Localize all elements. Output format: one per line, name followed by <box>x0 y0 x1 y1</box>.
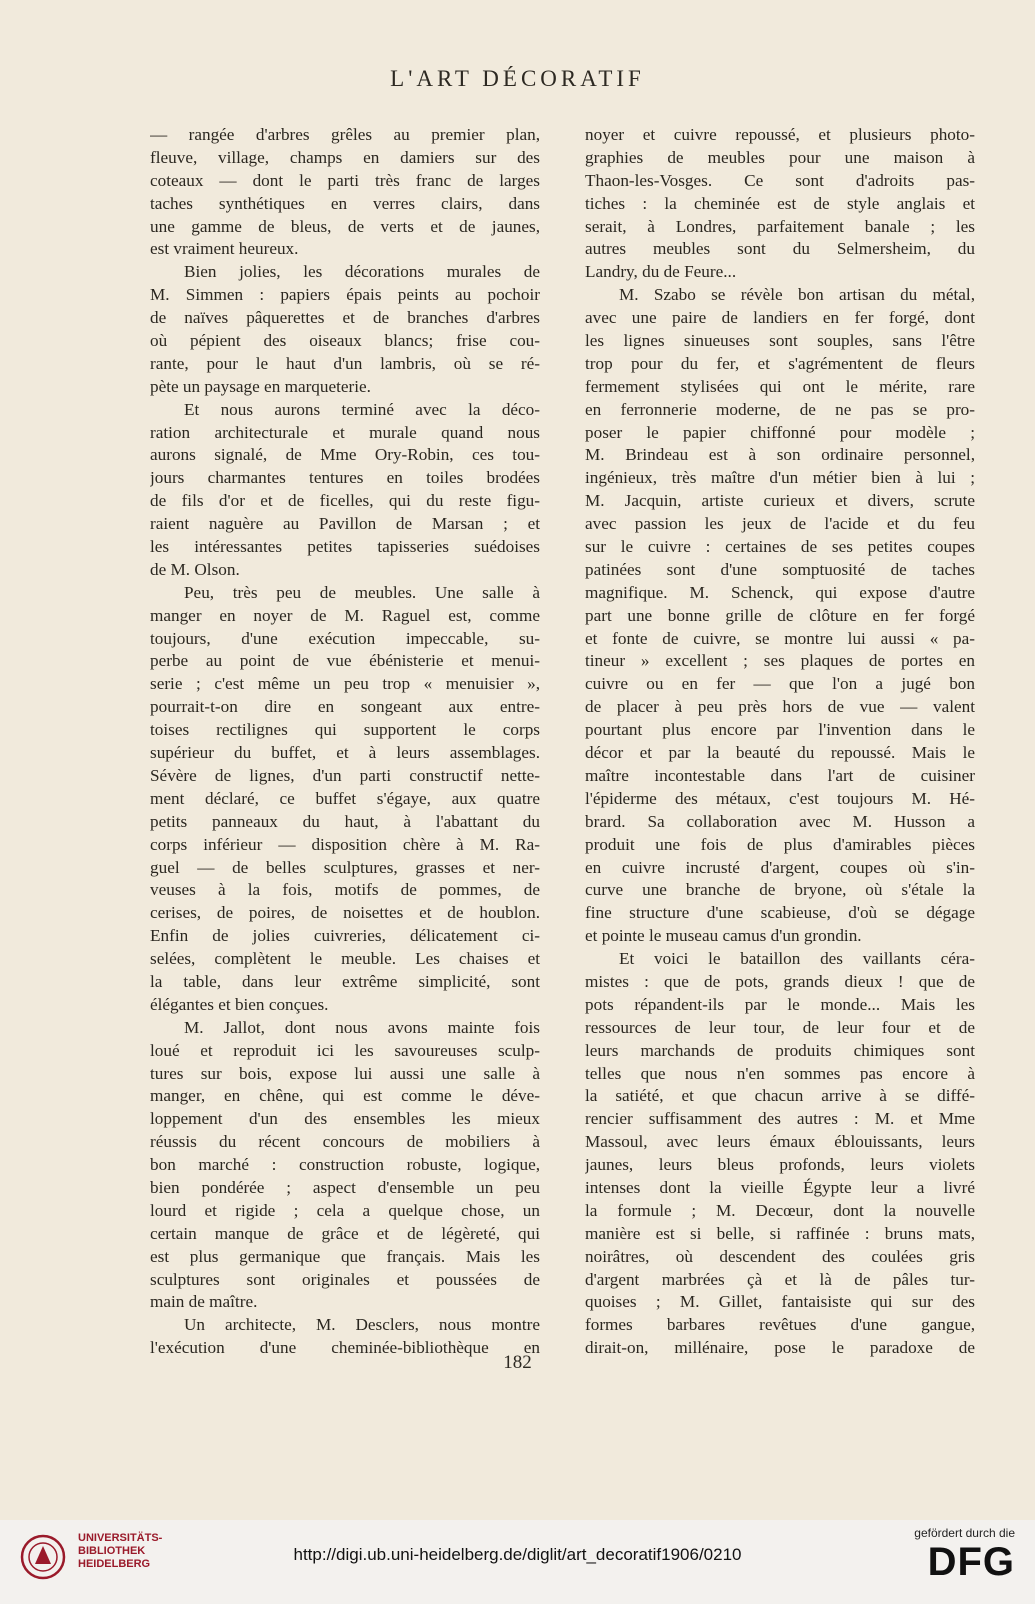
funding-label: gefördert durch die <box>914 1526 1015 1540</box>
funding-credit <box>895 1526 1015 1584</box>
text-line: jours charmantes tentures en toiles brodées <box>150 468 540 488</box>
text-line: telles que nous n'en sommes pas encore à <box>585 1063 975 1083</box>
text-line: certain manque de grâce et de légèreté, qui <box>150 1223 540 1243</box>
text-line: de naïves pâquerettes et de branches d'arbres <box>150 308 540 328</box>
text-line: tures sur bois, expose lui aussi une salle à <box>150 1063 540 1083</box>
text-line: Et voici le bataillon des vaillants céra- <box>619 949 975 969</box>
dfg-logo: DFG <box>927 1540 1015 1584</box>
digitization-footer <box>0 1520 1035 1604</box>
text-line: l'épiderme des métaux, c'est toujours M. Hé- <box>585 788 975 808</box>
text-line: part une bonne grille de clôture en fer forgé <box>585 605 975 625</box>
text-line: noyer et cuivre repoussé, et plusieurs photo- <box>585 125 975 144</box>
text-line: en ferronnerie moderne, de ne pas se pro- <box>585 399 975 419</box>
text-line: avec une paire de landiers en fer forgé, dont <box>585 308 975 328</box>
text-line: rencier suffisamment des autres : M. et Mme <box>585 1109 975 1129</box>
text-line: M. Szabo se révèle bon artisan du métal, <box>619 285 975 305</box>
text-line: supérieur du buffet, et à leurs assemblages. <box>150 743 540 763</box>
text-line: taches synthétiques en verres clairs, dans <box>150 193 540 213</box>
text-line: en cuivre incrusté d'argent, coupes où s'in- <box>585 857 975 877</box>
text-line: sculptures sont originales et poussées de <box>150 1269 540 1289</box>
text-line: lourd et rigide ; cela a quelque chose, un <box>150 1200 540 1220</box>
text-line: tineur » excellent ; ses plaques de portes en <box>585 651 975 671</box>
text-line: la satiété, et que chacun arrive à se diffé- <box>585 1086 975 1106</box>
text-line: bon marché : construction robuste, logique, <box>150 1155 540 1175</box>
text-line: ration architecturale et murale quand nous <box>150 422 540 442</box>
text-line: manière est si belle, si raffinée : bruns mats, <box>585 1223 975 1243</box>
text-line: guel — de belles sculptures, grasses et ner- <box>150 857 540 877</box>
library-name-line: HEIDELBERG <box>78 1558 151 1570</box>
text-line: formes barbares revêtues d'une gangue, <box>585 1315 975 1335</box>
text-line: ingénieux, très maître d'un métier bien à lui ; <box>585 468 975 488</box>
text-line: graphies de meubles pour une maison à <box>585 147 975 167</box>
text-line: ressources de leur tour, de leur four et de <box>585 1017 975 1037</box>
right-text-column <box>585 124 975 1360</box>
text-line: Massoul, avec leurs émaux éblouissants, leurs <box>585 1132 975 1152</box>
text-line: de placer à peu près hors de vue — valent <box>585 697 975 717</box>
text-line: maître incontestable dans l'art de cuisiner <box>585 765 975 785</box>
text-line: M. Brindeau est à son ordinaire personnel, <box>585 445 975 465</box>
text-line: intenses dont la vieille Égypte leur a livré <box>585 1177 975 1197</box>
text-line: avec passion les jeux de l'acide et du feu <box>585 514 975 534</box>
text-line: coteaux — dont le parti très franc de larges <box>150 170 540 190</box>
text-line: M. Jallot, dont nous avons mainte fois <box>184 1017 540 1037</box>
text-line: noirâtres, où descendent des coulées gris <box>585 1246 975 1266</box>
text-line: et pointe le museau camus d'un grondin. <box>585 926 862 946</box>
text-line: leurs marchands de produits chimiques sont <box>585 1040 975 1060</box>
text-line: fine structure d'une scabieuse, d'où se dégage <box>585 903 975 923</box>
text-line: Un architecte, M. Desclers, nous montre <box>184 1315 540 1335</box>
text-line: pots répandent-ils par le monde... Mais les <box>585 994 975 1014</box>
text-line: brard. Sa collaboration avec M. Husson a <box>585 811 975 831</box>
text-line: quoises ; M. Gillet, fantaisiste qui sur des <box>585 1292 975 1312</box>
text-line: mistes : que de pots, grands dieux ! que de <box>585 971 975 991</box>
text-line: Thaon-les-Vosges. Ce sont d'adroits pas- <box>585 170 975 190</box>
text-line: jaunes, leurs bleus profonds, leurs violets <box>585 1155 975 1175</box>
text-line: toujours, d'une exécution impeccable, su- <box>150 628 540 648</box>
text-line: Peu, très peu de meubles. Une salle à <box>184 582 540 602</box>
text-line: les lignes sinueuses sont souples, sans l'être <box>585 331 975 351</box>
text-line: fleuve, village, champs en damiers sur des <box>150 147 540 167</box>
text-line: pourtant plus encore par l'invention dans le <box>585 720 975 740</box>
text-line: petits panneaux du haut, à l'abattant du <box>150 811 540 831</box>
text-line: raient naguère au Pavillon de Marsan ; et <box>150 514 540 534</box>
text-line: magnifique. M. Schenck, qui expose d'autre <box>585 582 975 602</box>
text-line: ment déclaré, ce buffet s'égaye, aux quatre <box>150 788 540 808</box>
text-line: manger en noyer de M. Raguel est, comme <box>150 605 540 625</box>
text-line: pourrait-t-on dire en songeant aux entre- <box>150 697 540 717</box>
text-line: poser le papier chiffonné pour modèle ; <box>585 422 975 442</box>
text-line: où pépient des oiseaux blancs; frise cou- <box>150 331 540 351</box>
text-line: corps inférieur — disposition chère à M. Ra- <box>150 834 540 854</box>
text-line: pète un paysage en marqueterie. <box>150 376 371 396</box>
text-line: M. Simmen : papiers épais peints au pochoir <box>150 285 540 305</box>
library-name-line: UNIVERSITÄTS- <box>78 1532 163 1544</box>
text-line: Sévère de lignes, d'un parti constructif nette- <box>150 765 540 785</box>
text-line: décor et par la beauté du repoussé. Mais le <box>585 743 975 763</box>
text-line: patinées sont d'une somptuosité de taches <box>585 559 975 579</box>
permalink-url[interactable]: http://digi.ub.uni-heidelberg.de/diglit/art_decoratif1906/0210 <box>293 1545 742 1564</box>
text-line: perbe au point de vue ébénisterie et menui- <box>150 651 540 671</box>
page-number: 182 <box>503 1352 532 1373</box>
text-line: serie ; c'est même un peu trop « menuisier », <box>150 674 540 694</box>
text-line: élégantes et bien conçues. <box>150 994 329 1014</box>
text-line: loué et reproduit ici les savoureuses sculp- <box>150 1040 540 1060</box>
text-line: bien pondérée ; aspect d'ensemble un peu <box>150 1177 540 1197</box>
text-line: toises rectilignes qui supportent le corps <box>150 720 540 740</box>
text-line: tiches : la cheminée est de style anglais et <box>585 193 975 213</box>
text-line: manger, en chêne, qui est comme le déve- <box>150 1086 540 1106</box>
text-line: rante, pour le haut d'un lambris, où se ré- <box>150 353 540 373</box>
running-head-title: L'ART DÉCORATIF <box>390 66 645 91</box>
text-line: Bien jolies, les décorations murales de <box>184 262 540 282</box>
text-line: — rangée d'arbres grêles au premier plan, <box>150 125 540 144</box>
text-line: l'exécution d'une cheminée-bibliothèque en <box>150 1338 540 1358</box>
text-line: et fonte de cuivre, se montre lui aussi « pa- <box>585 628 975 648</box>
text-line: main de maître. <box>150 1292 258 1312</box>
text-line: la formule ; M. Decœur, dont la nouvelle <box>585 1200 975 1220</box>
text-line: Enfin de jolies cuivreries, délicatement ci- <box>150 926 540 946</box>
text-line: Landry, du de Feure... <box>585 262 737 282</box>
text-line: Et nous aurons terminé avec la déco- <box>184 399 540 419</box>
text-line: selées, complètent le meuble. Les chaises et <box>150 949 540 969</box>
text-line: fermement stylisées qui ont le mérite, rare <box>585 376 975 396</box>
text-line: M. Jacquin, artiste curieux et divers, scrute <box>585 491 975 511</box>
text-line: de M. Olson. <box>150 559 240 579</box>
text-line: cuivre ou en fer — que l'on a jugé bon <box>585 674 975 694</box>
text-line: curve une branche de bryone, où s'étale la <box>585 880 975 900</box>
text-line: autres meubles sont du Selmersheim, du <box>585 239 975 259</box>
text-line: une gamme de bleus, de verts et de jaunes, <box>150 216 540 236</box>
left-text-column <box>150 124 540 1360</box>
text-line: trop pour du fer, et s'agrémentent de fleurs <box>585 353 975 373</box>
text-line: réussis du récent concours de mobiliers à <box>150 1132 540 1152</box>
text-line: de fils d'or et de ficelles, qui du reste figu- <box>150 491 540 511</box>
text-line: produit une fois de plus d'amirables pièces <box>585 834 975 854</box>
text-line: cerises, de poires, de noisettes et de houblon. <box>150 903 540 923</box>
text-line: est vraiment heureux. <box>150 239 299 259</box>
library-name-line: BIBLIOTHEK <box>78 1545 146 1557</box>
text-line: la table, dans leur extrême simplicité, sont <box>150 971 540 991</box>
text-line: d'argent marbrées çà et là de pâles tur- <box>585 1269 975 1289</box>
text-line: aurons signalé, de Mme Ory-Robin, ces tou- <box>150 445 540 465</box>
text-line: veuses à la fois, motifs de pommes, de <box>150 880 540 900</box>
text-line: sur le cuivre : certaines de ses petites coupes <box>585 537 975 557</box>
text-line: dirait-on, millénaire, pose le paradoxe de <box>585 1338 975 1358</box>
text-line: est plus germanique que français. Mais les <box>150 1246 540 1266</box>
text-line: les intéressantes petites tapisseries suédoises <box>150 537 540 557</box>
text-line: loppement d'un des ensembles les mieux <box>150 1109 540 1129</box>
text-line: serait, à Londres, parfaitement banale ; les <box>585 216 975 236</box>
